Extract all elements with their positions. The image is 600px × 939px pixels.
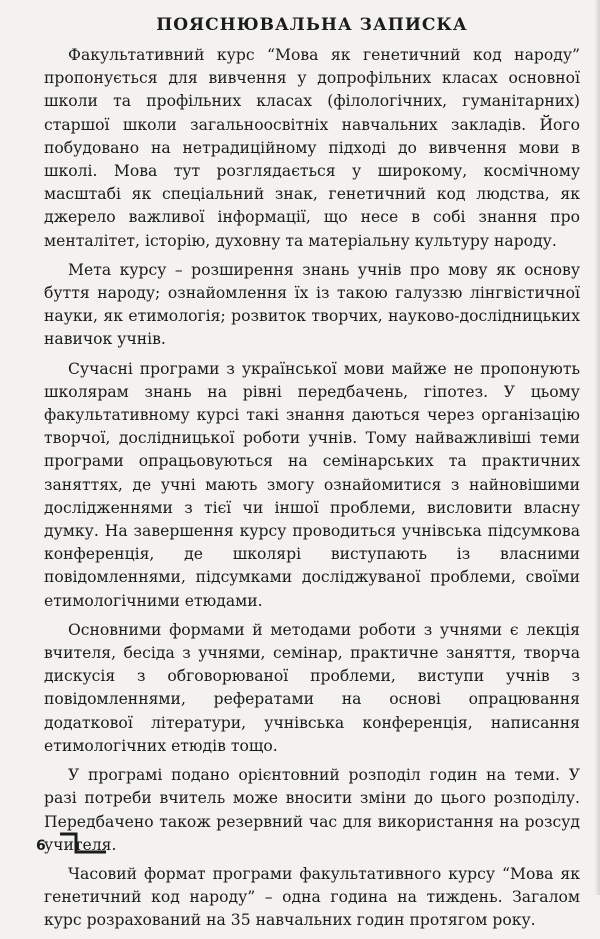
document-page (44, 12, 580, 939)
paragraph-course-intro: Факультативний курс “Мова як генетичний код народу” пропонується для вивчення у допрофільних класах основної школи та профільних класах (філологічних, гуманітарних) старшої школи загальноосвітніх навчальних закладів. Його побудовано на нетрадиційному підході до вивчення мови в школі. Мова тут розглядається у широкому, космічному масштабі як спеціальний знак, генетичний код людства, як джерело важливої інформації, що несе в собі знання про менталітет, історію, духовну та матеріальну культуру народу. (44, 46, 580, 250)
paragraph-forms-methods: Основними формами й методами роботи з учнями є лекція вчителя, бесіда з учнями, семінар, практичне заняття, творча дискусія з обговорюваної проблеми, виступи учнів з повідомленнями, рефератами на основі опрацювання додаткової літератури, учнівська конференція, написання етимологічних етюдів тощо. (44, 620, 580, 755)
document-title: ПОЯСНЮВАЛЬНА ЗАПИСКА (156, 15, 468, 35)
corner-mark-icon (58, 830, 108, 856)
paragraph-time-format: Часовий формат програми факультативного курсу “Мова як генетичний код народу” – одна година на тиждень. Загалом курс розрахований на 35 навчальних годин протягом року. (44, 864, 580, 930)
page-footer (36, 826, 116, 860)
paragraph-modern-programs: Сучасні програми з української мови майже не пропонують школярам знань на рівні передбачень, гіпотез. У цьому факультативному курсі такі знання даються через організацію творчої, дослідницької роботи учнів. Тому найважливіші теми програми опрацьовуються на семінарських та практичних заняттях, де учні мають змогу ознайомитися з найновішими дослідженнями з тієї чи іншої проблеми, висловити власну думку. На завершення курсу проводиться учнівська підсумкова конференція, де школярі виступають із власними повідомленнями, підсумками досліджуваної проблеми, своїми етимологічними етюдами. (44, 359, 580, 610)
paragraph-course-goal: Мета курсу – розширення знань учнів про мову як основу буття народу; ознайомлення їх із такою галуззю лінгвістичної науки, як етимологія; розвиток творчих, науково-дослідницьких навичок учнів. (44, 260, 580, 349)
page-number: 6 (36, 838, 46, 854)
page-edge-shadow (594, 0, 600, 895)
paragraph-hours-distribution: У програмі подано орієнтовний розподіл годин на теми. У разі потреби вчитель може вносити зміни до цього розподілу. Передбачено також резервний час для використання на розсуд учителя. (44, 766, 580, 854)
